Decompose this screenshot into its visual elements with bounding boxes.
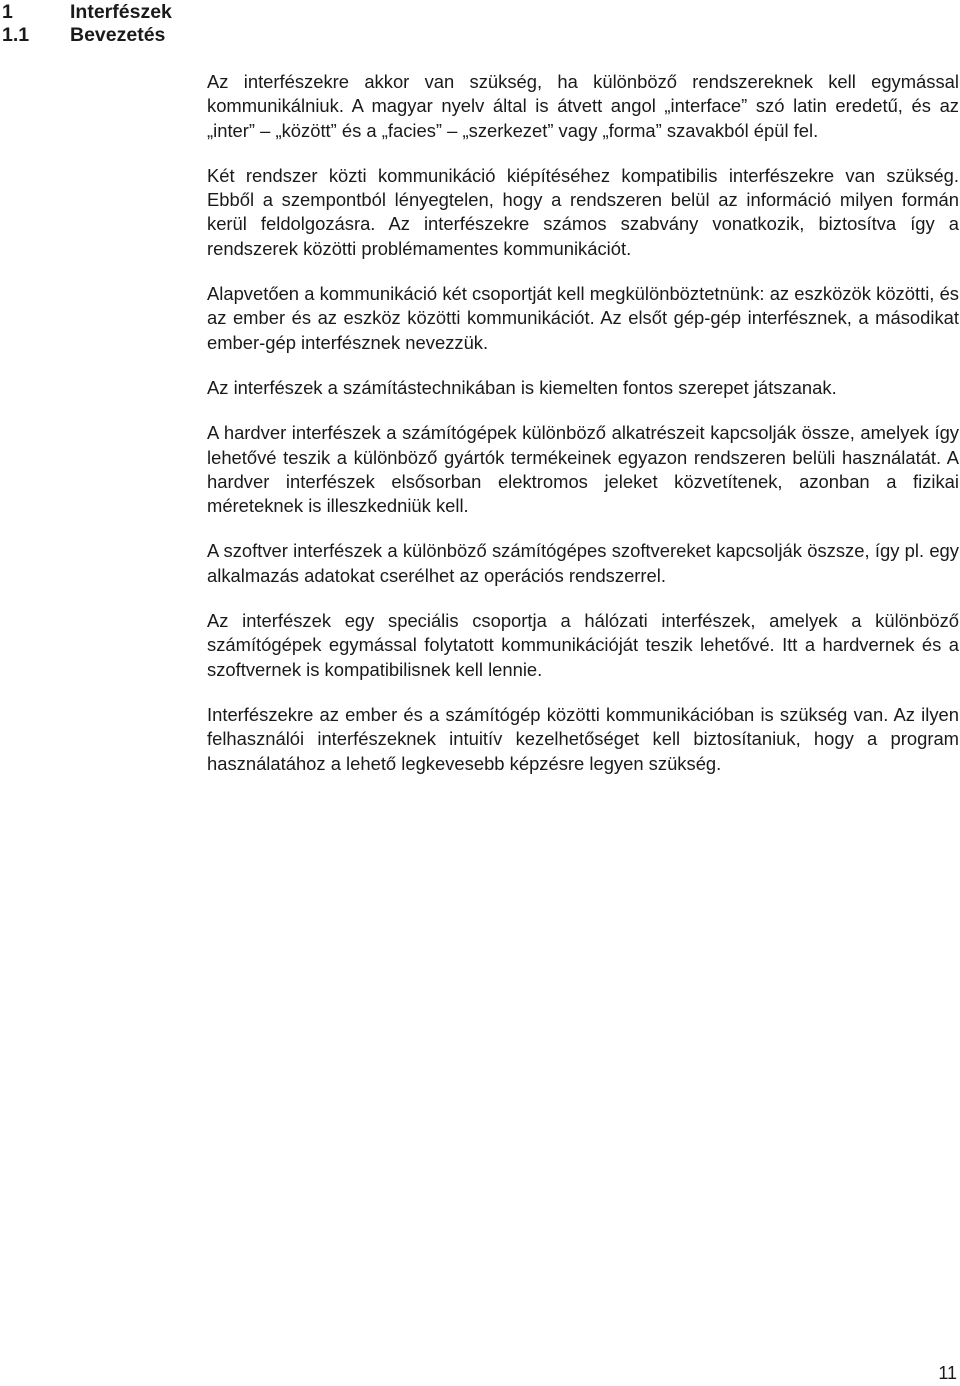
paragraph: Interfészekre az ember és a számítógép közötti kommunikációban is szükség van. Az ilyen felhasználói interfészeknek intuitív kezelhetőséget kell biztosítaniuk, hogy a program használatához a lehető legkevesebb képzésre legyen szükség.	[207, 703, 959, 774]
chapter-title: Interfészek	[70, 1, 172, 23]
section-heading	[2, 23, 165, 47]
paragraph: A hardver interfészek a számítógépek különböző alkatrészeit kapcsolják össze, amelyek így lehetővé teszik a különböző gyártók termékeinek egyazon rendszeren belüli használatát. A hardver interfészek elsősorban elektromos jeleket közvetítenek, azonban a fizikai méreteknek is illeszkedniük kell.	[207, 422, 959, 517]
paragraph: Két rendszer közti kommunikáció kiépítéséhez kompatibilis interfészekre van szükség. Ebből a szempontból lényegtelen, hogy a rendszeren belül az információ milyen formán kerül feldolgozásra. Az interfészekre számos szabvány vonatkozik, biztosítva így a rendszerek közötti problémamentes kommunikációt.	[207, 164, 959, 259]
paragraph: A szoftver interfészek a különböző számítógépes szoftvereket kapcsolják öszsze, így pl. egy alkalmazás adatokat cserélhet az operációs rendszerrel.	[207, 540, 959, 586]
section-title: Bevezetés	[70, 24, 166, 46]
body-text	[207, 70, 959, 797]
page-number: 11	[938, 1363, 957, 1383]
section-number: 1.1	[2, 24, 30, 46]
paragraph: Az interfészek a számítástechnikában is kiemelten fontos szerepet játszanak.	[207, 376, 837, 398]
paragraph: Az interfészek egy speciális csoportja a hálózati interfészek, amelyek a különböző számítógépek egymással folytatott kommunikációját teszik lehetővé. Itt a hardvernek és a szoftvernek is kompatibilisnek kell lennie.	[207, 610, 959, 680]
paragraph: Alapvetően a kommunikáció két csoportját kell megkülönböztetnünk: az eszközök közötti, és az ember és az eszköz közötti kommunikációt. Az elsőt gép-gép interfésznek, a másodikat ember-gép interfésznek nevezzük.	[207, 283, 959, 353]
chapter-heading	[2, 0, 172, 24]
chapter-number: 1	[2, 1, 13, 23]
paragraph: Az interfészekre akkor van szükség, ha különböző rendszereknek kell egymással kommunikálniuk. A magyar nyelv által is átvett angol „interface” szó latin eredetű, és az „inter” – „között” és a „facies” – „szerkezet” vagy „forma” szavakból épül fel.	[207, 71, 959, 141]
